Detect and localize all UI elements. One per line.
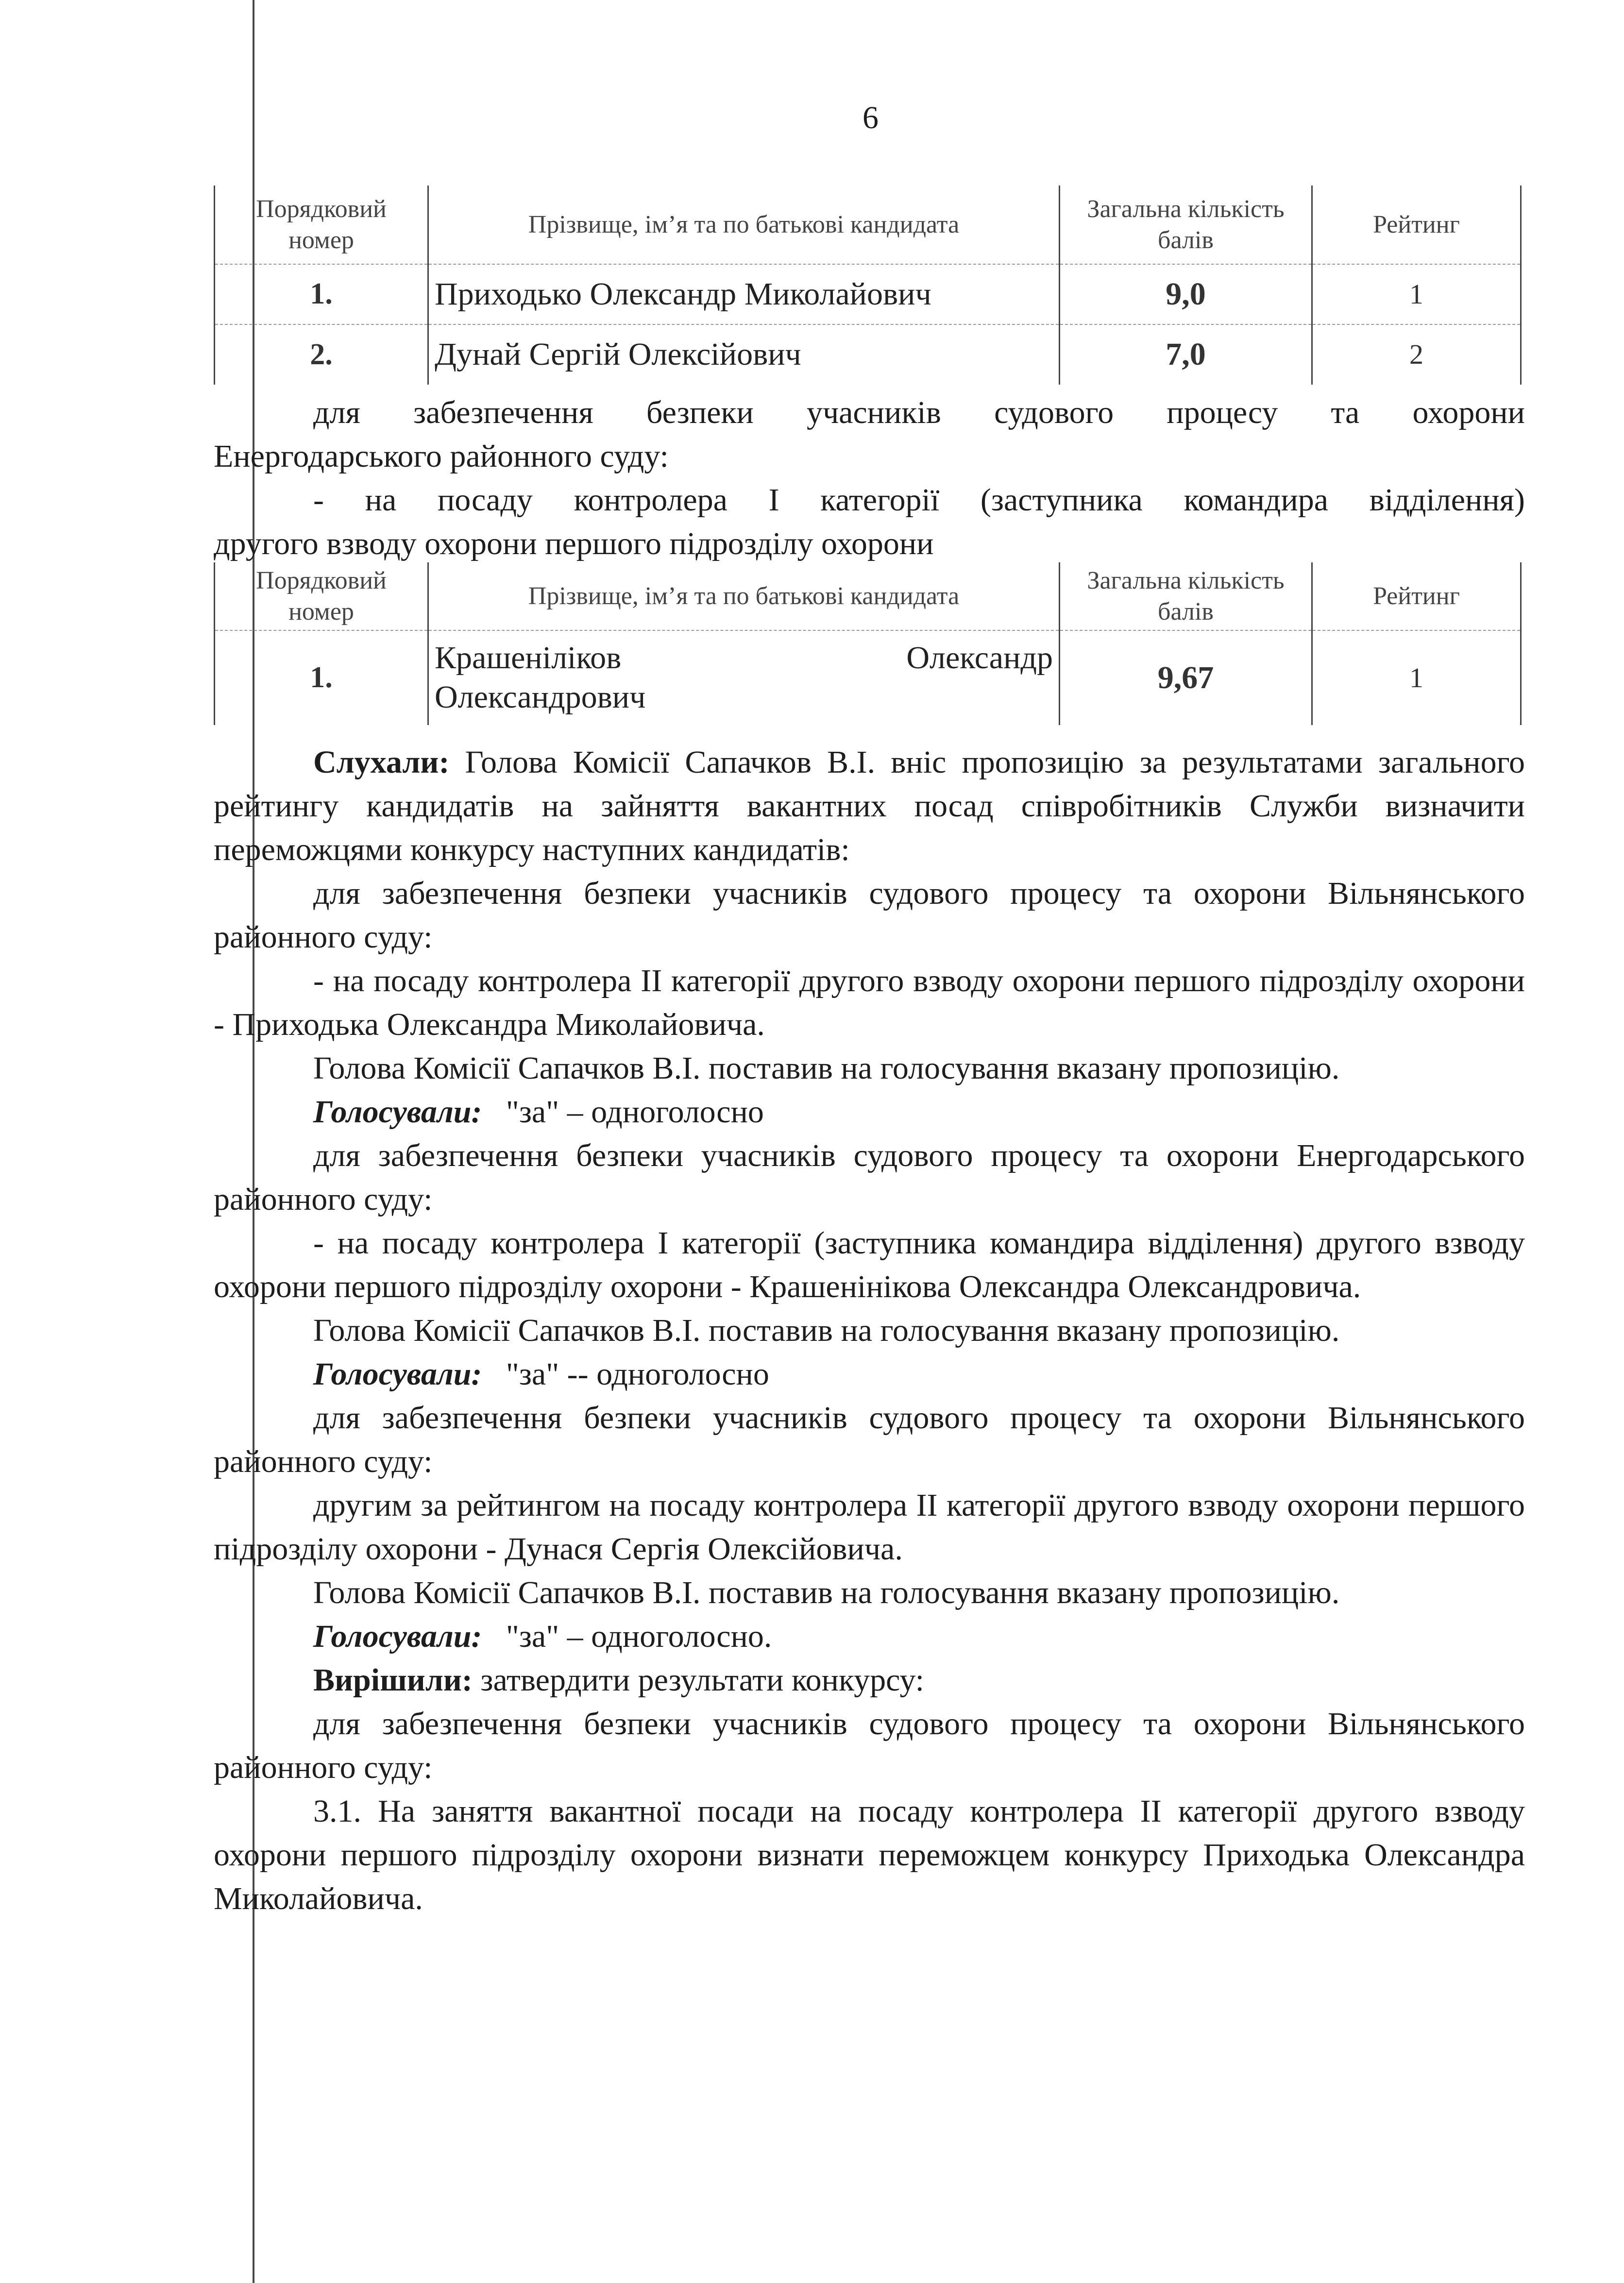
heard-text: Голова Комісії Сапачков В.І. вніс пропозицію за результатами загального рейтингу кандидатів на зайняття вакантних посад співробітників Служби визначити переможцями конкурсу наступних кандидатів: xyxy=(214,744,1525,867)
paragraph: для забезпечення безпеки учасників судового процесу та охорони Вільнянського районного суду: xyxy=(214,876,1525,955)
header-score: Загальна кількість балів xyxy=(1060,562,1312,630)
decided-label: Вирішили: xyxy=(313,1662,473,1698)
paragraph: для забезпечення безпеки учасників судового процесу та охорони Енергодарського районного суду: xyxy=(214,1138,1525,1217)
candidates-table-1 xyxy=(214,186,1522,385)
vote-result: "за" -- одноголосно xyxy=(506,1356,769,1392)
candidates-table-2 xyxy=(214,562,1522,725)
heard-label: Слухали: xyxy=(313,744,450,780)
paragraph: для забезпечення безпеки учасників судового процесу та охорони xyxy=(313,395,1525,430)
vote-label: Голосували: xyxy=(313,1356,482,1392)
row-given-name: Олександр xyxy=(906,640,1053,676)
header-score: Загальна кількість балів xyxy=(1060,186,1312,264)
paragraph: - на посаду контролера ІІ категорії другого взводу охорони першого підрозділу охорони - Приходька Олександра Миколайовича. xyxy=(214,963,1525,1042)
vote-result: "за" – одноголосно. xyxy=(506,1619,772,1654)
minutes-body xyxy=(214,741,1525,1921)
vote-paragraph xyxy=(214,1353,1525,1396)
paragraph: другим за рейтингом на посаду контролера ІІ категорії другого взводу охорони першого підрозділу охорони - Дунася Сергія Олексійовича. xyxy=(214,1488,1525,1567)
table-row xyxy=(215,630,1521,725)
row-number: 2. xyxy=(215,324,428,385)
paragraph: Голова Комісії Сапачков В.І. поставив на голосування вказану пропозицію. xyxy=(313,1313,1340,1348)
row-rank: 2 xyxy=(1312,324,1521,385)
header-number: Порядковий номер xyxy=(215,186,428,264)
decided-text: затвердити результати конкурсу: xyxy=(480,1662,924,1698)
row-name: Приходько Олександр Миколайович xyxy=(428,264,1060,324)
paragraph: для забезпечення безпеки учасників судового процесу та охорони Вільнянського районного суду: xyxy=(214,1400,1525,1479)
section-heading-1 xyxy=(214,391,1525,566)
row-rank: 1 xyxy=(1312,630,1521,725)
table-header-row xyxy=(215,186,1521,264)
row-score: 9,67 xyxy=(1060,630,1312,725)
paragraph: другого взводу охорони першого підрозділу охорони xyxy=(214,526,934,561)
header-rank: Рейтинг xyxy=(1312,562,1521,630)
table-row xyxy=(215,264,1521,324)
vote-paragraph xyxy=(214,1615,1525,1658)
table-row xyxy=(215,324,1521,385)
row-number: 1. xyxy=(215,630,428,725)
page-number: 6 xyxy=(863,100,879,135)
row-score: 9,0 xyxy=(1060,264,1312,324)
paragraph: Голова Комісії Сапачков В.І. поставив на голосування вказану пропозицію. xyxy=(313,1575,1340,1610)
paragraph: Голова Комісії Сапачков В.І. поставив на голосування вказану пропозицію. xyxy=(313,1050,1340,1086)
paragraph: для забезпечення безпеки учасників судового процесу та охорони Вільнянського районного суду: xyxy=(214,1706,1525,1785)
vote-paragraph xyxy=(214,1090,1525,1134)
row-rank: 1 xyxy=(1312,264,1521,324)
row-name: Дунай Сергій Олексійович xyxy=(428,324,1060,385)
paragraph: - на посаду контролера І категорії (заступника командира відділення) xyxy=(313,482,1525,518)
table-header-row xyxy=(215,562,1521,630)
header-name: Прізвище, ім’я та по батькові кандидата xyxy=(428,562,1060,630)
row-surname: Крашеніліков xyxy=(435,640,622,676)
header-rank: Рейтинг xyxy=(1312,186,1521,264)
paragraph: - на посаду контролера І категорії (заступника командира відділення) другого взводу охорони першого підрозділу охорони - Крашенінікова Олександра Олександровича. xyxy=(214,1225,1525,1304)
vote-result: "за" – одноголосно xyxy=(506,1094,764,1130)
row-number: 1. xyxy=(215,264,428,324)
row-name xyxy=(428,630,1060,725)
row-patronymic: Олександрович xyxy=(435,679,646,715)
paragraph: 3.1. На заняття вакантної посади на посаду контролера ІІ категорії другого взводу охорони першого підрозділу охорони визнати переможцем конкурсу Приходька Олександра Миколайовича. xyxy=(214,1793,1525,1916)
vote-label: Голосували: xyxy=(313,1619,482,1654)
header-number: Порядковий номер xyxy=(215,562,428,630)
row-score: 7,0 xyxy=(1060,324,1312,385)
vote-label: Голосували: xyxy=(313,1094,482,1130)
heard-paragraph xyxy=(214,741,1525,872)
decided-paragraph xyxy=(214,1658,1525,1702)
paragraph: Енергодарського районного суду: xyxy=(214,439,669,474)
header-name: Прізвище, ім’я та по батькові кандидата xyxy=(428,186,1060,264)
